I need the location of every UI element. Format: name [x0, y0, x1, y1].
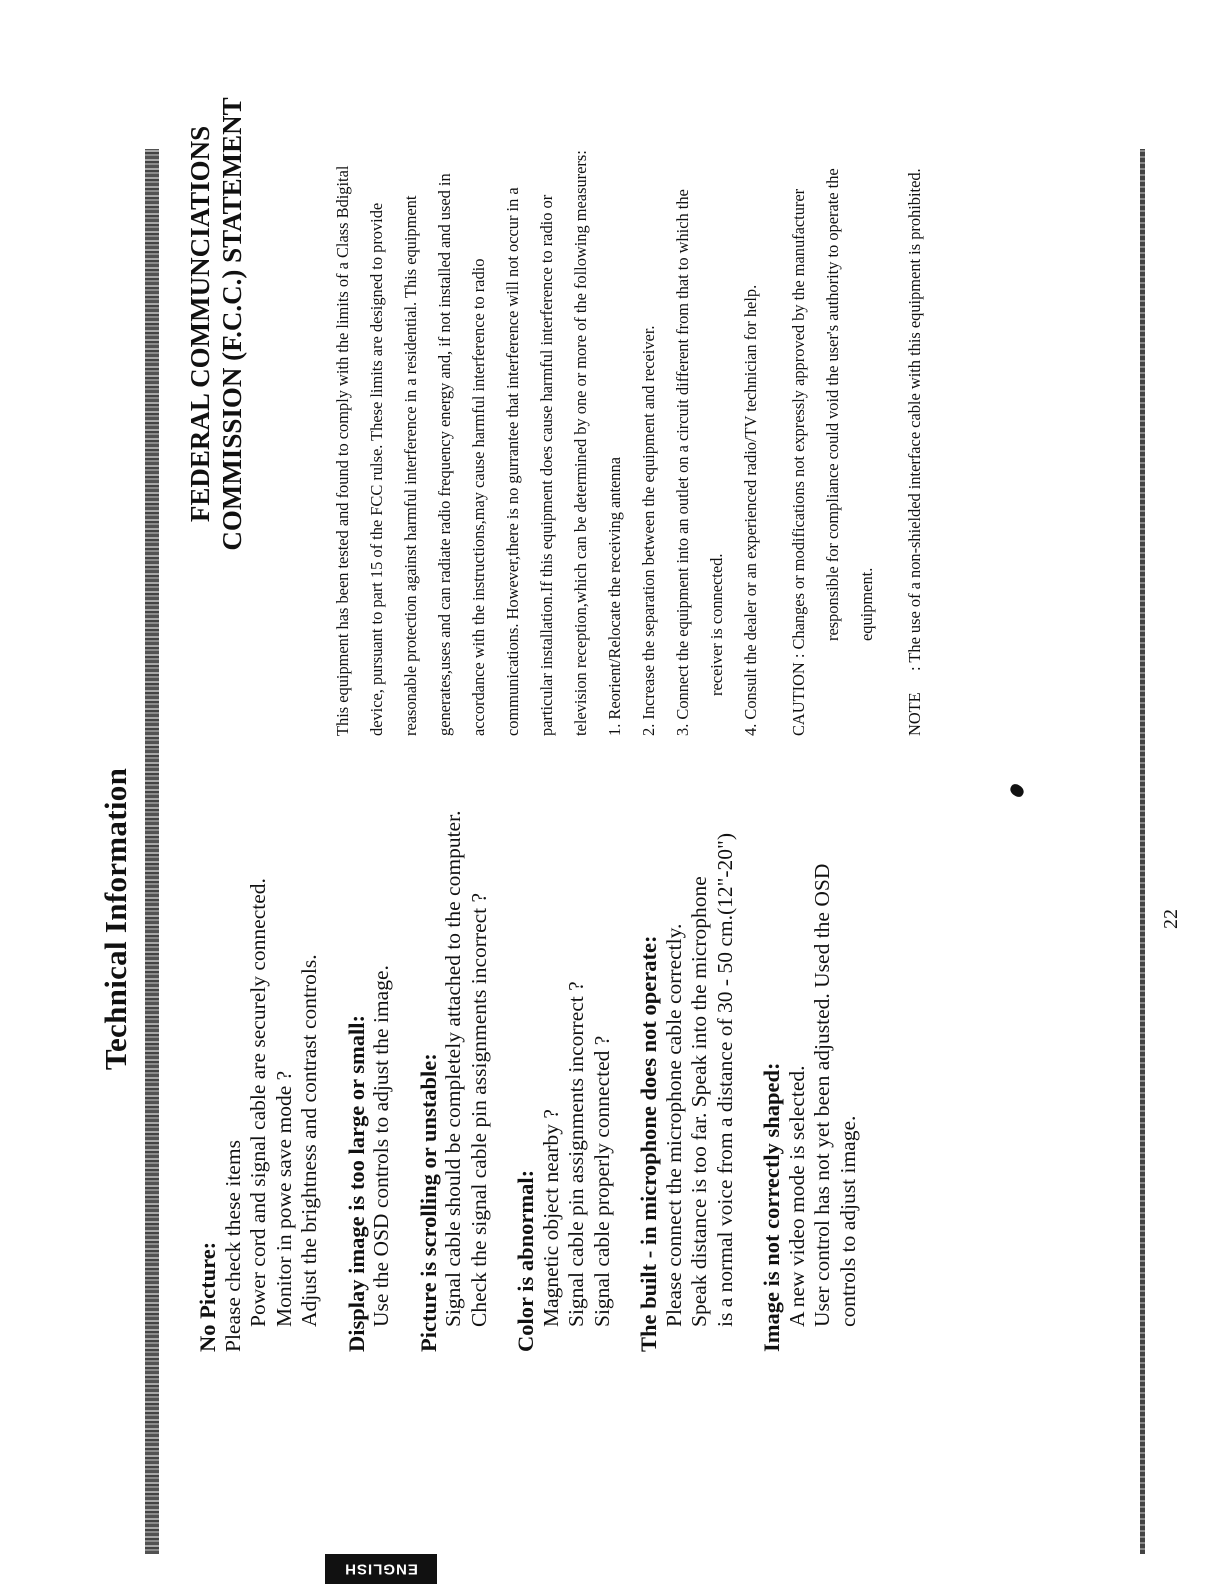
section-line: is a normal voice from a distance of 30 - 50 cm.(12"-20") — [712, 833, 737, 1327]
fcc-note — [898, 0, 932, 736]
section-line: Speak distance is too far. Speak into the microphone — [687, 876, 711, 1327]
section-line: Check the signal cable pin assignments incorrect ? — [466, 892, 491, 1327]
fcc-line: television reception,which can be determined by one or more of the following measurers: — [571, 150, 590, 736]
section-heading: Color is abnormal: — [513, 1169, 538, 1352]
fcc-caution — [782, 0, 884, 736]
section-line: Monitor in powe save mode ? — [271, 1070, 296, 1327]
page-number: 22 — [1160, 909, 1182, 929]
title-rule — [145, 149, 159, 1554]
fcc-measure: 2. Increase the separation between the equipment and receiver. — [639, 325, 658, 736]
fcc-title-line: FEDERAL COMMUNCIATIONS — [185, 125, 215, 523]
section-line: User control has not yet been adjusted. Used the OSD — [810, 863, 834, 1327]
section-line: Adjust the brightness and contrast controls. — [297, 954, 321, 1327]
fcc-line: communications. However,there is no gurrantee that interference will not occur in a — [503, 187, 522, 736]
section-line: controls to adjust image. — [835, 1115, 860, 1327]
section-heading: Picture is scrolling or unstable: — [415, 1053, 441, 1352]
fcc-measure: 4. Consult the dealer or an experienced radio/TV technician for help. — [741, 284, 760, 736]
fcc-paragraph — [326, 0, 598, 736]
fcc-body — [326, 0, 932, 736]
technical-info-title: Technical Information — [98, 767, 133, 1071]
fcc-caution-line: equipment. — [857, 567, 876, 641]
fcc-measures — [598, 0, 768, 736]
fcc-caution-line: responsible for compliance could void the user's authority to operate the — [823, 168, 842, 641]
section-heading: The built - in microphone does not operate: — [636, 935, 661, 1352]
fcc-measure: 3. Connect the equipment into an outlet on a circuit different from that to which the — [673, 189, 692, 736]
note-text: : The use of a non-shielded interface cable with this equipment is prohibited. — [905, 168, 924, 671]
section-line: Signal cable properly connected ? — [589, 1035, 614, 1327]
fcc-line: generates,uses and can radiate radio frequency energy and, if not installed and used in — [435, 173, 454, 736]
ink-speck — [1008, 782, 1026, 799]
bottom-rule — [1140, 149, 1145, 1554]
section-heading: Display image is too large or small: — [343, 1014, 369, 1352]
fcc-measure: receiver is connected. — [707, 553, 726, 696]
fcc-line: This equipment has been tested and found to comply with the limits of a Class Bdigital — [333, 165, 352, 736]
fcc-line: accordance with the instructions,may cause harmful interference to radio — [469, 258, 488, 736]
fcc-title — [184, 14, 248, 634]
fcc-line: particular installation.If this equipment does cause harmful interference to radio or — [537, 194, 556, 736]
section-line: Signal cable should be completely attached to the computer. — [441, 810, 465, 1327]
section-line: Power cord and signal cable are securely connected. — [246, 878, 270, 1327]
fcc-line: reasonable protection against harmful interference in a residential. This equipment — [401, 195, 420, 736]
english-language-tab — [325, 1554, 437, 1584]
section-line: A new video mode is selected. — [784, 1065, 809, 1327]
section-line: Signal cable pin assignments incorrect ? — [564, 981, 588, 1327]
section-line: Use the OSD controls to adjust the image. — [369, 965, 393, 1327]
note-label: NOTE — [905, 692, 924, 736]
fcc-title-line: COMMISSION (F.C.C.) STATEMENT — [217, 97, 247, 551]
fcc-line: device, pursuant to part 15 of the FCC rulse. These limits are designed to provide — [367, 202, 386, 736]
section-line: Please connect the microphone cable correctly. — [661, 923, 686, 1327]
fcc-caution-line: CAUTION : Changes or modifications not expressly approved by the manufacturer — [789, 188, 808, 736]
section-line: Please check these items — [220, 1140, 245, 1352]
section-line: Magnetic object nearby ? — [538, 1109, 563, 1327]
section-heading: Image is not correctly shaped: — [759, 1062, 784, 1352]
section-heading: No Picture: — [195, 1241, 220, 1352]
english-tab-label: ENGLISH — [344, 1560, 418, 1578]
fcc-measure: 1. Reorient/Relocate the receiving antenna — [605, 457, 624, 736]
